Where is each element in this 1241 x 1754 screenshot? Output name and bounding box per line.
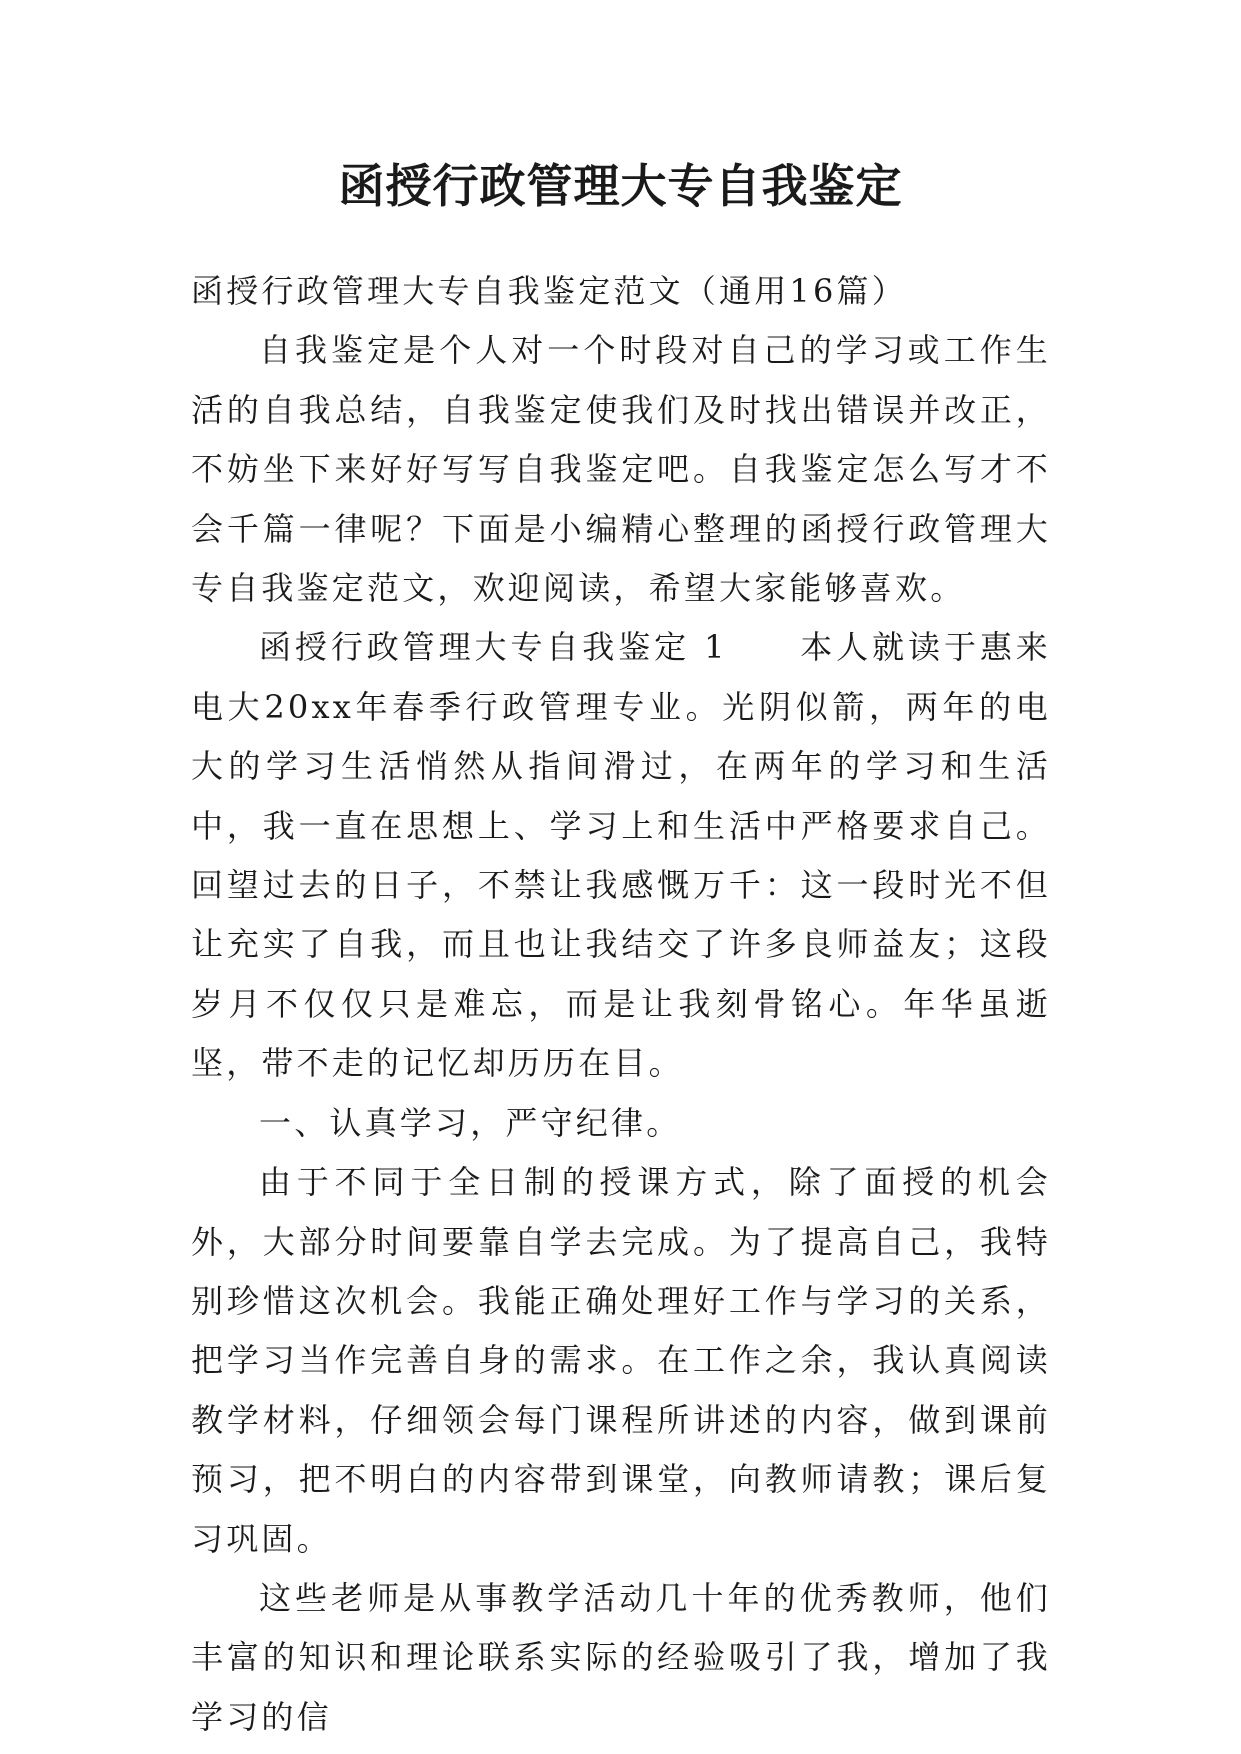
study-paragraph: 由于不同于全日制的授课方式，除了面授的机会外，大部分时间要靠自学去完成。为了提高自己，我特别珍惜这次机会。我能正确处理好工作与学习的关系，把学习当作完善自身的需求。在工作之余，我认真阅读教学材料，仔细领会每门课程所讲述的内容，做到课前预习，把不明白的内容带到课堂，向教师请教；课后复习巩固。 [191,1163,1051,1558]
document-body [191,262,1051,1747]
heading-one-paragraph: 一、认真学习，严守纪律。 [259,1103,682,1142]
teachers-paragraph: 这些老师是从事教学活动几十年的优秀教师，他们丰富的知识和理论联系实际的经验吸引了我，增加了我学习的信 [191,1578,1051,1736]
document-title: 函授行政管理大专自我鉴定 [338,159,903,213]
subtitle-paragraph: 函授行政管理大专自我鉴定范文（通用16篇） [191,272,907,310]
section-one-paragraph: 函授行政管理大专自我鉴定 1 本人就读于惠来电大20xx年春季行政管理专业。光阴似箭，两年的电大的学习生活悄然从指间滑过，在两年的学习和生活中，我一直在思想上、学习上和生活中严格要求自己。回望过去的日子，不禁让我感慨万千：这一段时光不但让充实了自我，而且也让我结交了许多良师益友；这段岁月不仅仅只是难忘，而是让我刻骨铭心。年华虽逝坚，带不走的记忆却历历在目。 [191,628,1051,1083]
intro-paragraph: 自我鉴定是个人对一个时段对自己的学习或工作生活的自我总结，自我鉴定使我们及时找出错误并改正，不妨坐下来好好写写自我鉴定吧。自我鉴定怎么写才不会千篇一律呢？下面是小编精心整理的函授行政管理大专自我鉴定范文，欢迎阅读，希望大家能够喜欢。 [191,331,1051,608]
